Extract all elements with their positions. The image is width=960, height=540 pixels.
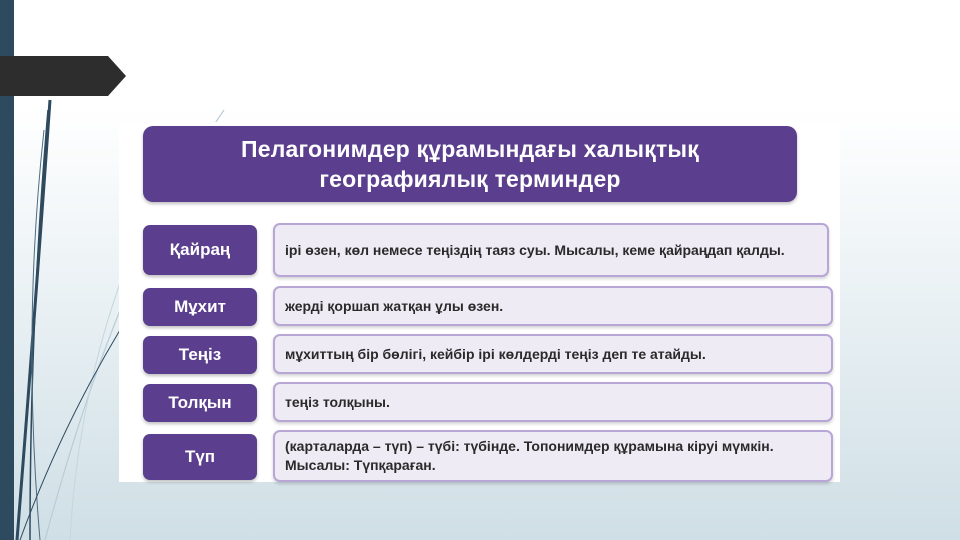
- term-definition: ірі өзен, көл немесе теңіздің таяз суы. Мысалы, кеме қайраңдап қалды.: [273, 223, 829, 277]
- term-label: Мұхит: [143, 288, 257, 326]
- term-label: Толқын: [143, 384, 257, 422]
- table-title: [143, 126, 797, 202]
- term-definition: жерді қоршап жатқан ұлы өзен.: [273, 286, 833, 326]
- term-label: Қайраң: [143, 225, 257, 275]
- header-tab-arrow: [0, 56, 126, 96]
- terms-table-image: [119, 122, 840, 482]
- term-definition: мұхиттың бір бөлігі, кейбір ірі көлдерді теңіз деп те атайды.: [273, 334, 833, 374]
- table-title-line1: Пелагонимдер құрамындағы халықтық: [241, 136, 699, 162]
- table-title-line2: географиялық терминдер: [319, 166, 621, 192]
- term-definition: теңіз толқыны.: [273, 382, 833, 422]
- term-definition: (карталарда – түп) – түбі: түбінде. Топонимдер құрамына кіруі мүмкін. Мысалы: Түпқараған.: [273, 430, 833, 482]
- term-label: Түп: [143, 434, 257, 480]
- term-label: Теңіз: [143, 336, 257, 374]
